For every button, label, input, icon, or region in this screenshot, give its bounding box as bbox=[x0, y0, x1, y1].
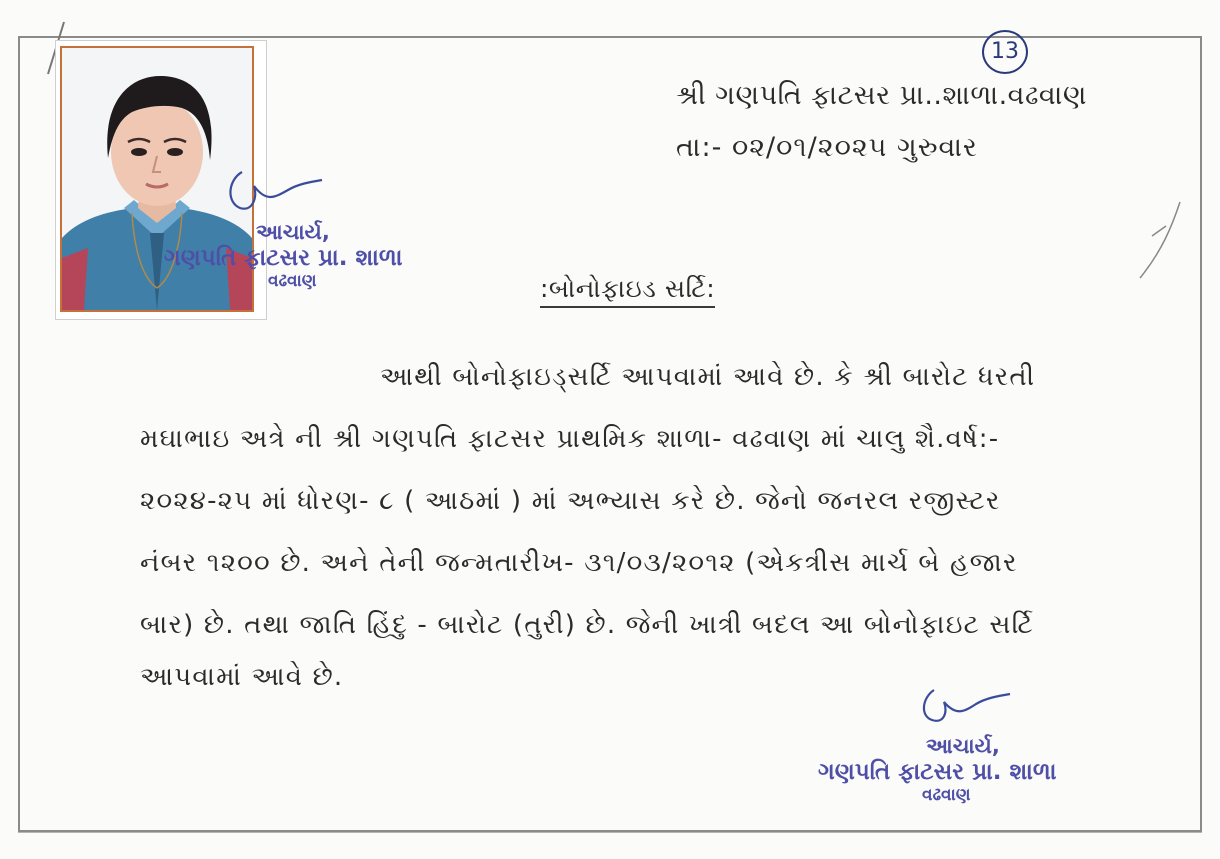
principal-stamp-line3: વઢવાણ bbox=[922, 785, 971, 805]
body-line-2: મઘાભાઇ અત્રે ની શ્રી ગણપતિ ફાટસર પ્રાથમિક શાળા- વઢવાણ માં ચાલુ શૈ.વર્ષ:- bbox=[140, 424, 1000, 454]
photo-stamp-line1: આચાર્ય, bbox=[256, 220, 330, 244]
body-line-5: બાર) છે. તથા જાતિ હિંદુ - બારોટ (તુરી) છે. જેની ખાત્રી બદલ આ બોનોફાઇટ સર્ટિ bbox=[140, 610, 1034, 640]
principal-signature-photo bbox=[218, 162, 328, 218]
page-number-circle: 13 bbox=[982, 30, 1028, 74]
photo-stamp-line3: વઢવાણ bbox=[268, 271, 317, 291]
certificate-title: :બોનોફાઇડ સર્ટિ: bbox=[540, 274, 715, 308]
body-line-1: આથી બોનોફાઇડ્સર્ટિ આપવામાં આવે છે. કે શ્રી બારોટ ધરતી bbox=[380, 362, 1036, 392]
photo-stamp-line2: ગણપતિ ફાટસર પ્રા. શાળા bbox=[164, 245, 403, 271]
principal-stamp-line1: આચાર્ય, bbox=[926, 734, 1000, 758]
page-border-bottom bbox=[18, 832, 1202, 833]
principal-stamp-line2: ગણપતિ ફાટસર પ્રા. શાળા bbox=[818, 759, 1057, 785]
date-line: તા:- ૦૨/૦૧/૨૦૨૫ ગુરુવાર bbox=[676, 132, 978, 163]
principal-stamp bbox=[818, 734, 1057, 805]
body-line-4: નંબર ૧૨૦૦ છે. અને તેની જન્મતારીખ- ૩૧/૦૩/૨૦૧૨ (એકત્રીસ માર્ચ બે હજાર bbox=[140, 548, 1018, 578]
photo-stamp bbox=[164, 220, 403, 291]
school-header: શ્રી ગણપતિ ફાટસર પ્રા..શાળા.વઢવાણ bbox=[676, 80, 1087, 111]
body-line-3: ૨૦૨૪-૨૫ માં ધોરણ- ૮ ( આઠમાં ) માં અભ્યાસ કરે છે. જેનો જનરલ રજીસ્ટર bbox=[140, 486, 1001, 516]
scan-mark-right bbox=[1132, 196, 1192, 286]
principal-signature-bottom bbox=[914, 682, 1014, 730]
body-line-6: આપવામાં આવે છે. bbox=[140, 662, 344, 692]
